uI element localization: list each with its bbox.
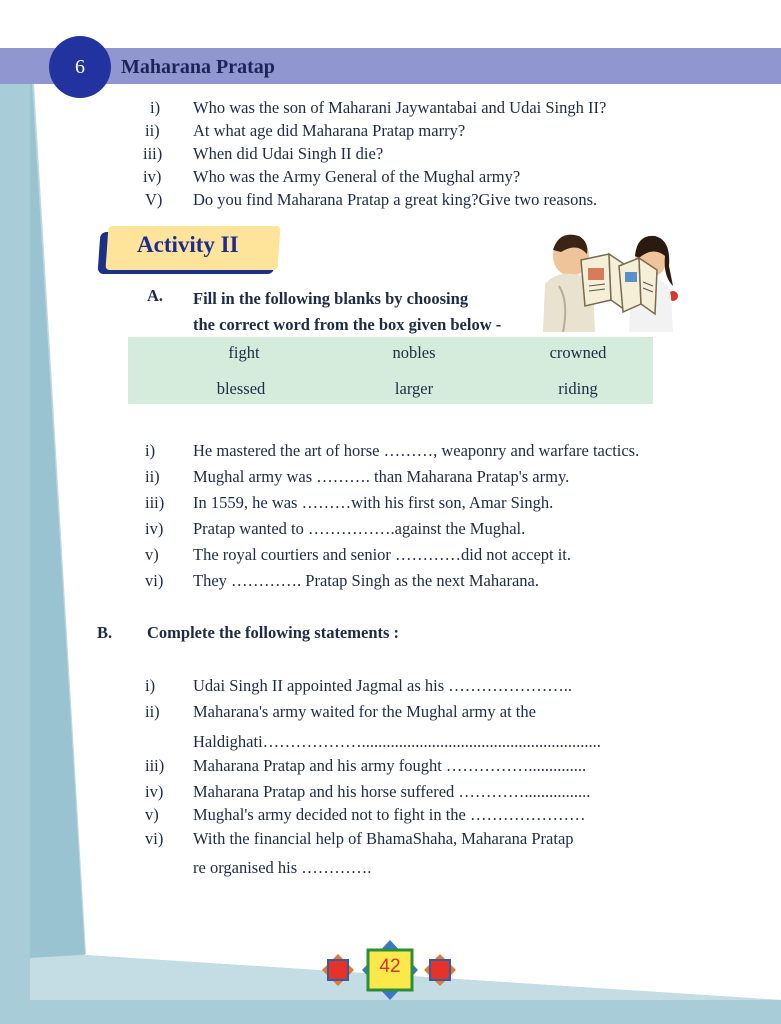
item-text: Who was the Army General of the Mughal army? bbox=[193, 167, 521, 186]
section-a-number: A. bbox=[147, 286, 164, 305]
list-item bbox=[139, 96, 759, 119]
chapter-title: Maharana Pratap bbox=[121, 56, 275, 78]
item-text: He mastered the art of horse ………, weaponry and warfare tactics. bbox=[193, 441, 640, 460]
section-b-number: B. bbox=[97, 623, 113, 642]
item-number: iii) bbox=[145, 756, 165, 775]
list-item bbox=[139, 119, 759, 142]
item-number: i) bbox=[150, 98, 161, 117]
section-a-line-2: the correct word from the box given below - bbox=[193, 315, 502, 334]
item-number: ii) bbox=[145, 702, 160, 721]
list-item bbox=[139, 780, 759, 803]
chapter-number-badge: 6 bbox=[49, 36, 111, 98]
item-number: V) bbox=[145, 190, 163, 209]
item-text: Maharana Pratap and his army fought …………….............. bbox=[193, 756, 587, 775]
item-number: vi) bbox=[145, 571, 164, 590]
item-text: Pratap wanted to …………….against the Mughal. bbox=[193, 519, 526, 538]
list-item bbox=[139, 517, 759, 543]
list-item-continuation bbox=[139, 726, 759, 754]
item-text: With the financial help of BhamaShaha, Maharana Pratap bbox=[193, 829, 574, 848]
item-number: v) bbox=[145, 805, 159, 824]
item-text: Mughal army was ………. than Maharana Pratap's army. bbox=[193, 467, 570, 486]
item-number: ii) bbox=[145, 467, 160, 486]
item-text: The royal courtiers and senior …………did not accept it. bbox=[193, 545, 572, 564]
list-item bbox=[139, 142, 759, 165]
list-item-continuation bbox=[139, 853, 759, 879]
item-text: Maharana Pratap and his horse suffered …………................ bbox=[193, 782, 591, 801]
word-option: fight bbox=[228, 343, 260, 362]
item-text: Maharana's army waited for the Mughal army at the bbox=[193, 702, 536, 721]
item-text: When did Udai Singh II die? bbox=[193, 144, 384, 163]
page-number-badge bbox=[320, 940, 460, 1002]
item-number: iii) bbox=[145, 493, 165, 512]
item-number: iii) bbox=[143, 144, 163, 163]
question-list bbox=[139, 96, 759, 211]
children-reading-illustration bbox=[533, 226, 683, 332]
item-text: Udai Singh II appointed Jagmal as his ………………….. bbox=[193, 676, 573, 695]
item-text: In 1559, he was ………with his first son, Amar Singh. bbox=[193, 493, 554, 512]
list-item bbox=[139, 754, 759, 780]
list-item bbox=[139, 803, 759, 827]
activity-heading bbox=[99, 226, 279, 274]
word-option: crowned bbox=[549, 343, 607, 362]
word-box bbox=[128, 337, 653, 404]
item-number: i) bbox=[145, 676, 156, 695]
list-item bbox=[139, 491, 759, 517]
item-text: Who was the son of Maharani Jaywantabai and Udai Singh II? bbox=[193, 98, 607, 117]
list-item bbox=[139, 569, 759, 595]
item-number: iv) bbox=[145, 519, 164, 538]
word-option: nobles bbox=[392, 343, 436, 362]
section-a-instruction bbox=[193, 286, 553, 338]
word-option: blessed bbox=[216, 379, 266, 398]
item-number: v) bbox=[145, 545, 159, 564]
list-item bbox=[139, 700, 759, 726]
item-text: Haldighati……………….......................................................... bbox=[193, 732, 601, 751]
item-text: They …………. Pratap Singh as the next Maharana. bbox=[193, 571, 539, 590]
item-text: re organised his …………. bbox=[193, 858, 372, 877]
list-item bbox=[139, 188, 759, 211]
section-b-title: Complete the following statements : bbox=[147, 623, 400, 642]
list-item bbox=[139, 439, 759, 465]
fill-blanks-list bbox=[139, 439, 759, 595]
word-option: larger bbox=[394, 379, 434, 398]
item-number: iv) bbox=[143, 167, 162, 186]
item-text: Do you find Maharana Pratap a great king?Give two reasons. bbox=[193, 190, 598, 209]
word-option: riding bbox=[558, 379, 598, 398]
list-item bbox=[139, 465, 759, 491]
item-number: iv) bbox=[145, 782, 164, 801]
item-number: vi) bbox=[145, 829, 164, 848]
activity-label: Activity II bbox=[137, 232, 239, 257]
item-text: At what age did Maharana Pratap marry? bbox=[193, 121, 466, 140]
header-bar bbox=[0, 48, 781, 84]
page-number: 42 bbox=[379, 956, 401, 977]
list-item bbox=[139, 165, 759, 188]
list-item bbox=[139, 543, 759, 569]
section-a-line-1: Fill in the following blanks by choosing bbox=[193, 289, 469, 308]
list-item bbox=[139, 827, 759, 853]
item-number: ii) bbox=[145, 121, 160, 140]
list-item bbox=[139, 674, 759, 700]
item-number: i) bbox=[145, 441, 156, 460]
item-text: Mughal's army decided not to fight in the ………………… bbox=[193, 805, 586, 824]
complete-statements-list bbox=[139, 674, 759, 879]
